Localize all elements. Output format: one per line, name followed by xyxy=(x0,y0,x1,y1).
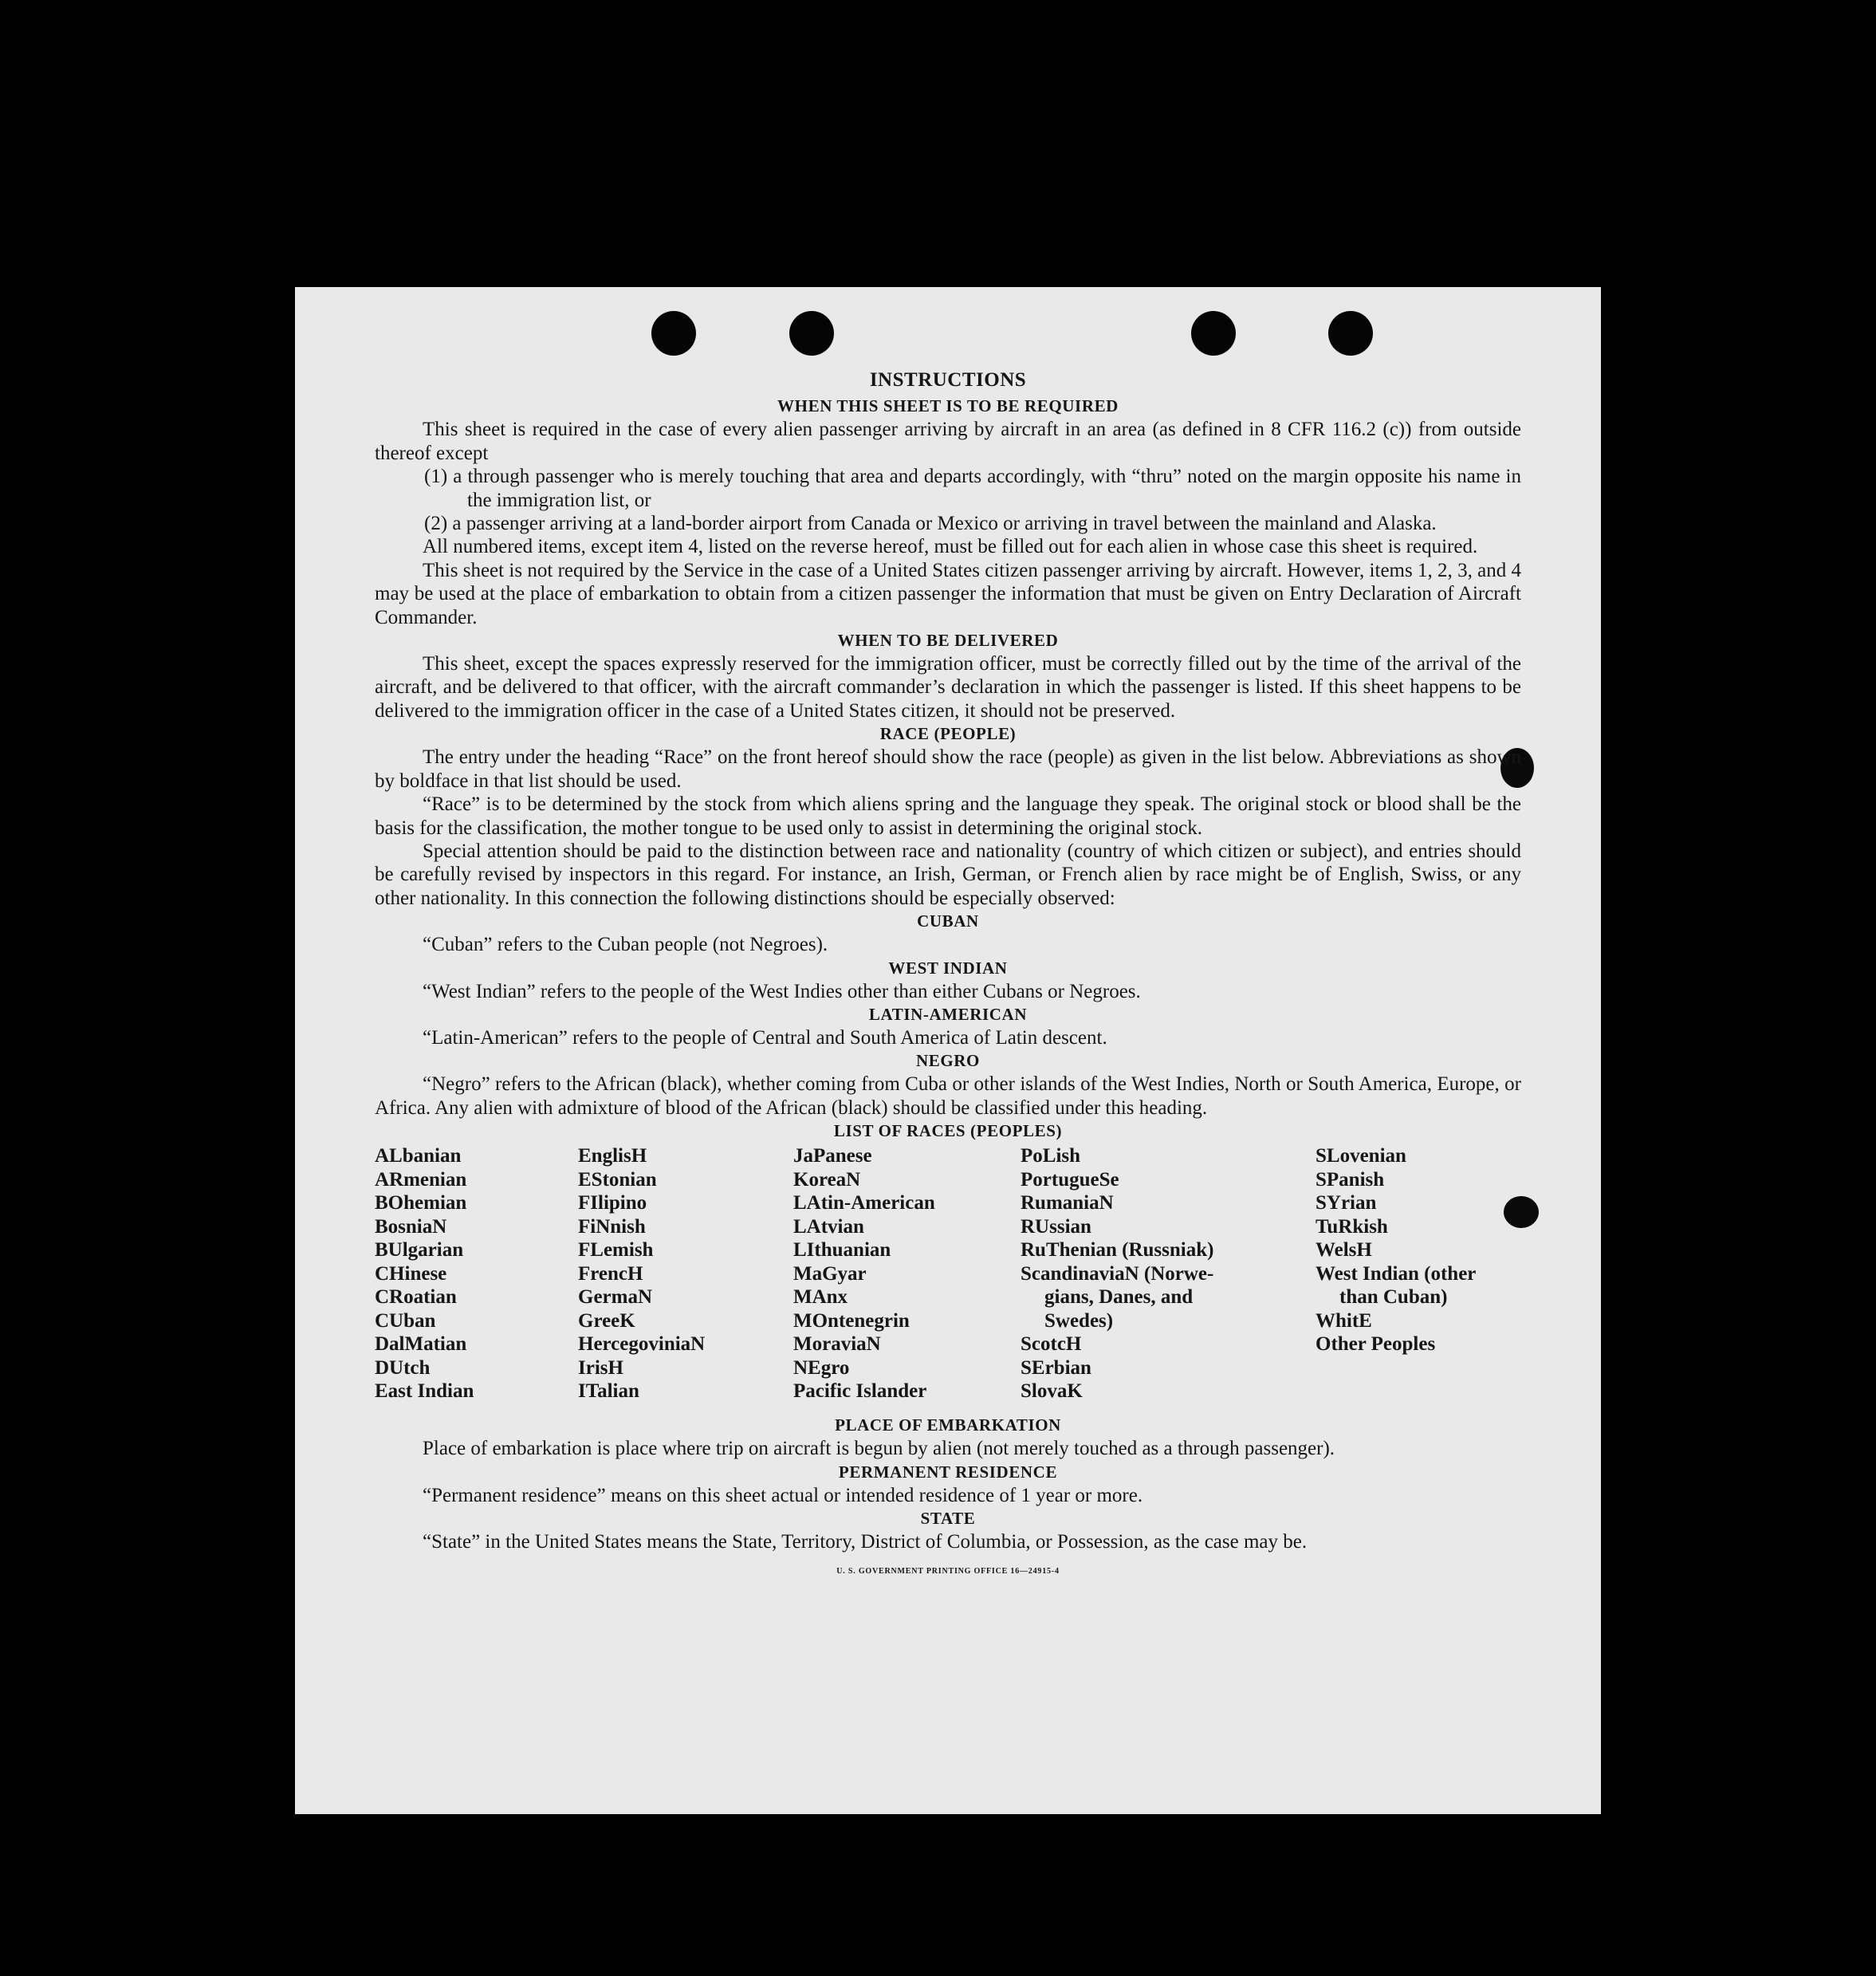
punch-hole xyxy=(651,311,696,356)
race-entry: SlovaK xyxy=(1021,1380,1083,1403)
races-column-2 xyxy=(578,1144,705,1403)
punch-hole xyxy=(1328,311,1373,356)
race-entry: ARmenian xyxy=(375,1168,467,1191)
race-entry: HercegoviniaN xyxy=(578,1333,706,1356)
race-entry: GermaN xyxy=(578,1286,653,1309)
races-column-3 xyxy=(793,1144,935,1403)
race-entry: FIlipino xyxy=(578,1192,647,1214)
race-entry: SYrian xyxy=(1316,1192,1377,1214)
paragraph: This sheet, except the spaces expressly reserved for the immigration officer, must be correctly filled out by the time of the arrival of the aircraft, and be delivered to that officer, with the aircraft commander’s declaration in which the passenger is listed. If this sheet happens to be delivered to the immigration officer in the case of a United States citizen, it should not be preserved. xyxy=(375,653,1521,722)
race-entry: EnglisH xyxy=(578,1145,647,1167)
race-entry: WelsH xyxy=(1316,1239,1372,1262)
race-entry: SLovenian xyxy=(1316,1145,1406,1167)
heading-permanent-residence: PERMANENT RESIDENCE xyxy=(838,1462,1058,1482)
race-entry: RUssian xyxy=(1021,1215,1091,1238)
paragraph: “State” in the United States means the State, Territory, District of Columbia, or Possession, as the case may be. xyxy=(423,1530,1308,1553)
printing-office-footer: U. S. GOVERNMENT PRINTING OFFICE 16—24915-4 xyxy=(836,1567,1060,1576)
heading-race: RACE (PEOPLE) xyxy=(879,724,1017,744)
instructions-body xyxy=(375,367,1521,1584)
race-entry: MAnx xyxy=(793,1286,848,1309)
race-entry: Other Peoples xyxy=(1316,1333,1436,1356)
exception-item-2: (2) a passenger arriving at a land-border airport from Canada or Mexico or arriving in travel between the mainland and Alaska. xyxy=(424,513,1437,535)
paragraph: “West Indian” refers to the people of the West Indies other than either Cubans or Negroes. xyxy=(423,980,1141,1002)
race-entry: CRoatian xyxy=(375,1286,457,1309)
race-entry: RumaniaN xyxy=(1021,1192,1114,1214)
race-entry: ALbanian xyxy=(375,1145,462,1167)
race-entry: PortugueSe xyxy=(1021,1168,1119,1191)
paragraph: The entry under the heading “Race” on the front hereof should show the race (people) as given in the list below. Abbreviations as shown by boldface in that list should be used. xyxy=(375,746,1521,792)
heading-list-of-races: LIST OF RACES (PEOPLES) xyxy=(833,1121,1063,1141)
paragraph: “Race” is to be determined by the stock from which aliens spring and the language they speak. The original stock or blood shall be the basis for the classification, the mother tongue to be used only to assist in determining the original stock. xyxy=(375,793,1521,839)
paragraph: “Negro” refers to the African (black), whether coming from Cuba or other islands of the West Indies, North or South America, Europe, or Africa. Any alien with admixture of blood of the African (black) should be classified under this heading. xyxy=(375,1073,1521,1119)
race-entry: MOntenegrin xyxy=(793,1309,910,1332)
race-entry: LAtin-American xyxy=(793,1192,935,1214)
paragraph: All numbered items, except item 4, listed on the reverse hereof, must be filled out for each alien in whose case this sheet is required. xyxy=(423,536,1478,558)
race-entry: BosniaN xyxy=(375,1215,447,1238)
race-entry: SPanish xyxy=(1316,1168,1385,1191)
race-entry: CHinese xyxy=(375,1262,447,1285)
race-entry: MoraviaN xyxy=(793,1333,881,1356)
heading-when-delivered: WHEN TO BE DELIVERED xyxy=(837,631,1059,651)
race-entry: BOhemian xyxy=(375,1192,467,1214)
heading-cuban: CUBAN xyxy=(917,911,979,931)
race-entry: East Indian xyxy=(375,1380,474,1403)
exception-item-1: (1) a through passenger who is merely touching that area and departs accordingly, with “thru” noted on the margin opposite his name in the immigration list, or xyxy=(424,466,1521,511)
race-entry: West Indian (other xyxy=(1316,1262,1477,1285)
race-entry: TuRkish xyxy=(1316,1215,1388,1238)
paragraph: This sheet is required in the case of every alien passenger arriving by aircraft in an area (as defined in 8 CFR 116.2 (c)) from outside thereof except xyxy=(375,419,1521,464)
race-entry: WhitE xyxy=(1316,1309,1372,1332)
race-entry: RuThenian (Russniak) xyxy=(1021,1239,1214,1262)
race-entry: SErbian xyxy=(1021,1356,1091,1379)
race-entry-continuation: gians, Danes, and xyxy=(1044,1286,1194,1309)
race-entry: LAtvian xyxy=(793,1215,864,1238)
punch-hole xyxy=(1191,311,1236,356)
race-entry: ScotcH xyxy=(1021,1333,1082,1356)
race-entry: FiNnish xyxy=(578,1215,646,1238)
race-entry: ScandinaviaN (Norwe- xyxy=(1021,1262,1214,1285)
paragraph: “Latin-American” refers to the people of Central and South America of Latin descent. xyxy=(423,1026,1107,1049)
race-entry: MaGyar xyxy=(793,1262,867,1285)
paragraph: “Cuban” refers to the Cuban people (not Negroes). xyxy=(423,934,828,956)
race-entry: KoreaN xyxy=(793,1168,861,1191)
document-sheet xyxy=(295,287,1601,1814)
race-entry-continuation: than Cuban) xyxy=(1339,1286,1448,1309)
race-entry: DalMatian xyxy=(375,1333,467,1356)
heading-west-indian: WEST INDIAN xyxy=(888,958,1008,978)
race-entry: PoLish xyxy=(1021,1145,1081,1167)
race-entry: IrisH xyxy=(578,1356,623,1379)
race-entry: ITalian xyxy=(578,1380,639,1403)
heading-place-of-embarkation: PLACE OF EMBARKATION xyxy=(835,1415,1061,1435)
paragraph: Place of embarkation is place where trip on aircraft is begun by alien (not merely touched as a through passenger). xyxy=(423,1438,1335,1460)
race-entry: FrencH xyxy=(578,1262,643,1285)
punch-hole xyxy=(789,311,834,356)
page-title: INSTRUCTIONS xyxy=(869,369,1027,391)
race-entry: Pacific Islander xyxy=(793,1380,927,1403)
races-list xyxy=(375,1144,1521,1414)
races-column-4 xyxy=(1021,1144,1213,1403)
race-entry: LIthuanian xyxy=(793,1239,891,1262)
races-column-1 xyxy=(375,1144,474,1403)
paragraph: Special attention should be paid to the distinction between race and nationality (country of which citizen or subject), and entries should be carefully revised by inspectors in this regard. For instance, an Irish, German, or French alien by race might be of English, Swiss, or any other nationality. In this connection the following distinctions should be especially observed: xyxy=(375,840,1521,909)
race-entry-continuation: Swedes) xyxy=(1044,1309,1114,1332)
race-entry: GreeK xyxy=(578,1309,635,1332)
race-entry: CUban xyxy=(375,1309,436,1332)
race-entry: EStonian xyxy=(578,1168,657,1191)
paragraph: This sheet is not required by the Service in the case of a United States citizen passenger arriving by aircraft. However, items 1, 2, 3, and 4 may be used at the place of embarkation to obtain from a citizen passenger the information that must be given on Entry Declaration of Aircraft Commander. xyxy=(375,559,1521,628)
race-entry: NEgro xyxy=(793,1356,850,1379)
heading-state: STATE xyxy=(920,1508,976,1528)
heading-when-required: WHEN THIS SHEET IS TO BE REQUIRED xyxy=(777,396,1119,416)
heading-negro: NEGRO xyxy=(915,1051,980,1071)
race-entry: DUtch xyxy=(375,1356,431,1379)
paragraph: “Permanent residence” means on this sheet actual or intended residence of 1 year or more. xyxy=(423,1484,1143,1506)
race-entry: BUlgarian xyxy=(375,1239,464,1262)
races-column-5 xyxy=(1316,1144,1476,1356)
heading-latin-american: LATIN-AMERICAN xyxy=(868,1004,1028,1024)
race-entry: JaPanese xyxy=(793,1145,872,1167)
race-entry: FLemish xyxy=(578,1239,654,1262)
